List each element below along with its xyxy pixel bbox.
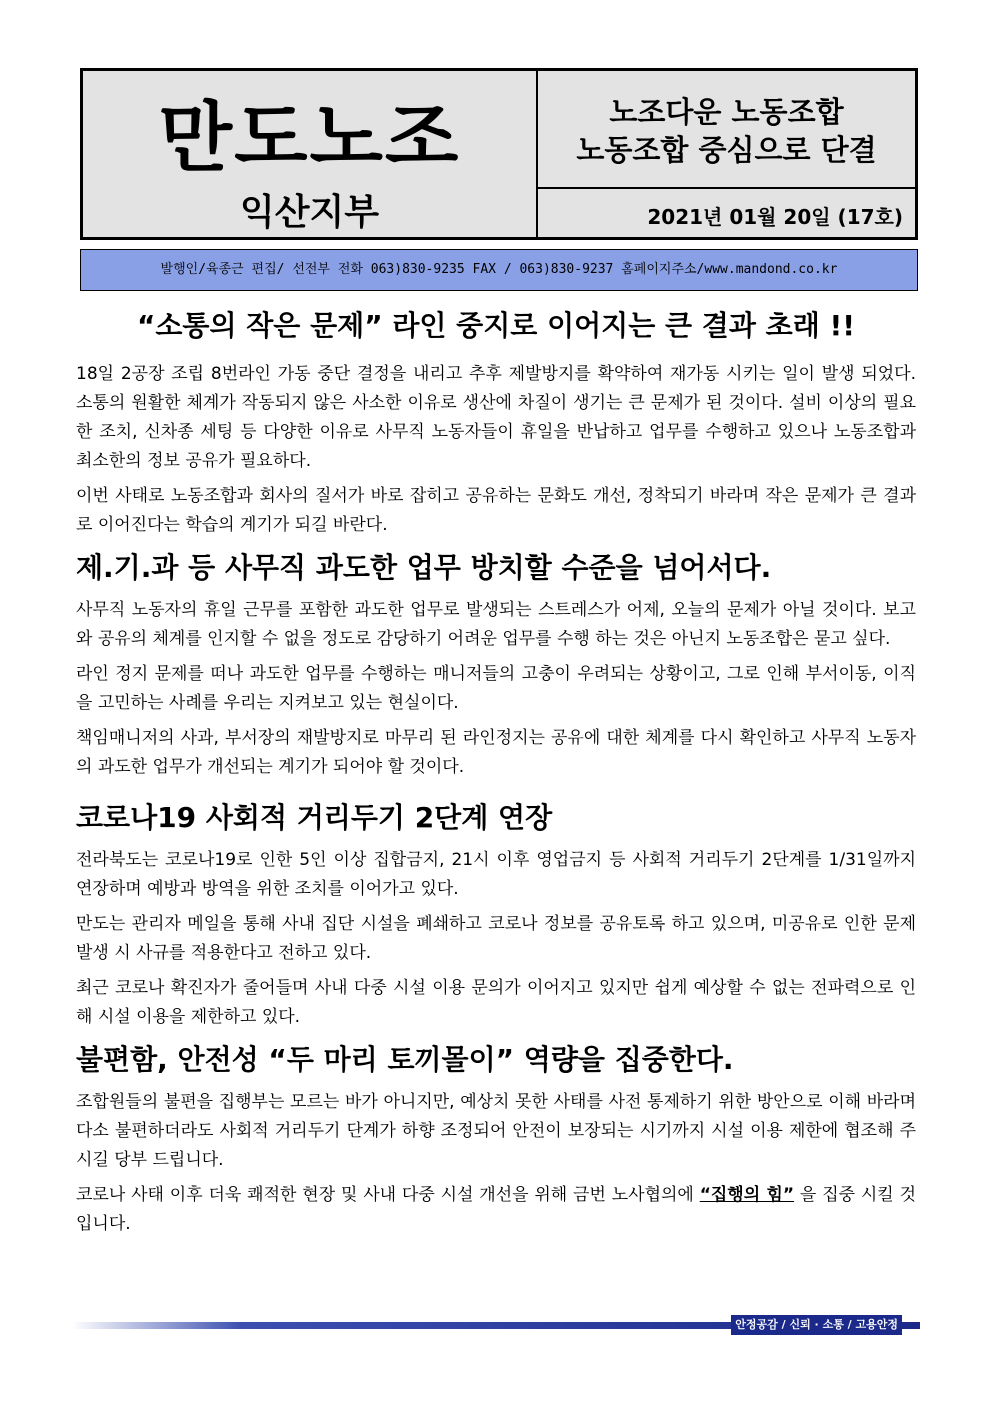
branch-name: 익산지부 [239,192,380,233]
slogan [538,71,915,189]
section-title: 제.기.과 등 사무직 과도한 업무 방치할 수준을 넘어서다. [76,551,772,584]
main-headline: “소통의 작은 문제” 라인 중지로 이어지는 큰 결과 초래 !! [136,309,856,342]
paragraph: 18일 2공장 조립 8번라인 가동 중단 결정을 내리고 추후 제발방지를 확약하여 재가동 시키는 일이 발생 되었다. 소통의 원활한 체계가 작동되지 않은 사소한 이유로 생산에 차질이 생기는 큰 문제가 된 것이다. 설비 이상의 필요한 조치, 신차종 세팅 등 다양한 이유로 사무직 노동자들이 휴일을 반납하고 업무를 수행하고 있으나 노동조합과 최소한의 정보 공유가 필요하다. [76,364,916,471]
article-body [76,306,916,1245]
paragraph: 이번 사태로 노동조합과 회사의 질서가 바로 잡히고 공유하는 문화도 개선, 정착되기 바라며 작은 문제가 큰 결과로 이어진다는 학습의 계기가 되길 바란다. [76,486,916,535]
slogan-line-2: 노동조합 중심으로 단결 [576,133,877,167]
paragraph: 책임매니저의 사과, 부서장의 재발방지로 마무리 된 라인정지는 공유에 대한 체계를 다시 확인하고 사무직 노동자의 과도한 업무가 개선되는 계기가 되어야 할 것이다. [76,728,916,777]
paragraph: 전라북도는 코로나19로 인한 5인 이상 집합금지, 21시 이후 영업금지 등 사회적 거리두기 2단계를 1/31일까지 연장하며 예방과 방역을 위한 조치를 이어가고 있다. [76,850,916,899]
section-title: 불편함, 안전성 “두 마리 토끼몰이” 역량을 집중한다. [76,1043,734,1076]
paragraph: 만도는 관리자 메일을 통해 사내 집단 시설을 폐쇄하고 코로나 정보를 공유토록 하고 있으며, 미공유로 인한 문제 발생 시 사규를 적용한다고 전하고 있다. [76,914,916,963]
paragraph [76,1181,916,1239]
paragraph: 조합원들의 불편을 집행부는 모르는 바가 아니지만, 예상치 못한 사태를 사전 통제하기 위한 방안으로 이해 바라며 다소 불편하더라도 사회적 거리두기 단계가 하향 조정되어 안전이 보장되는 시기까지 시설 이용 제한에 협조해 주시길 당부 드립니다. [76,1092,916,1170]
newsletter-title: 만도노조 [158,93,461,182]
masthead [80,68,918,240]
footer-motto: 안정공감 / 신뢰 · 소통 / 고용안정 [731,1315,902,1335]
paragraph: 사무직 노동자의 휴일 근무를 포함한 과도한 업무로 발생되는 스트레스가 어제, 오늘의 문제가 아닐 것이다. 보고와 공유의 체계를 인지할 수 없을 정도로 감당하기 어려운 업무를 수행 하는 것은 아닌지 노동조합은 묻고 싶다. [76,600,916,649]
section-title: 코로나19 사회적 거리두기 2단계 연장 [76,801,553,834]
paragraph-text: 코로나 사태 이후 더욱 쾌적한 현장 및 사내 다중 시설 개선을 위해 금번 노사협의에 [76,1185,700,1205]
paragraph: 최근 코로나 확진자가 줄어들며 사내 다중 시설 이용 문의가 이어지고 있지만 쉽게 예상할 수 없는 전파력으로 인해 시설 이용을 제한하고 있다. [76,978,916,1027]
slogan-line-1: 노조다운 노동조합 [609,95,844,129]
issue-date: 2021년 01월 20일 (17호) [647,205,903,229]
paragraph: 라인 정지 문제를 떠나 과도한 업무를 수행하는 매니저들의 고충이 우려되는 상황이고, 그로 인해 부서이동, 이직을 고민하는 사례를 우리는 지켜보고 있는 현실이다. [76,664,916,713]
publisher-info-bar: 발행인/육종근 편집/ 선전부 전화 063)830-9235 FAX / 063)830-9237 홈페이지주소/www.mandond.co.kr [80,249,918,291]
emphasis-phrase: “집행의 힘” [699,1185,795,1205]
masthead-info-block [538,71,915,237]
masthead-title-block [83,71,538,237]
paragraph-text: 을 집중 시킬 것입니다. [76,1185,916,1234]
